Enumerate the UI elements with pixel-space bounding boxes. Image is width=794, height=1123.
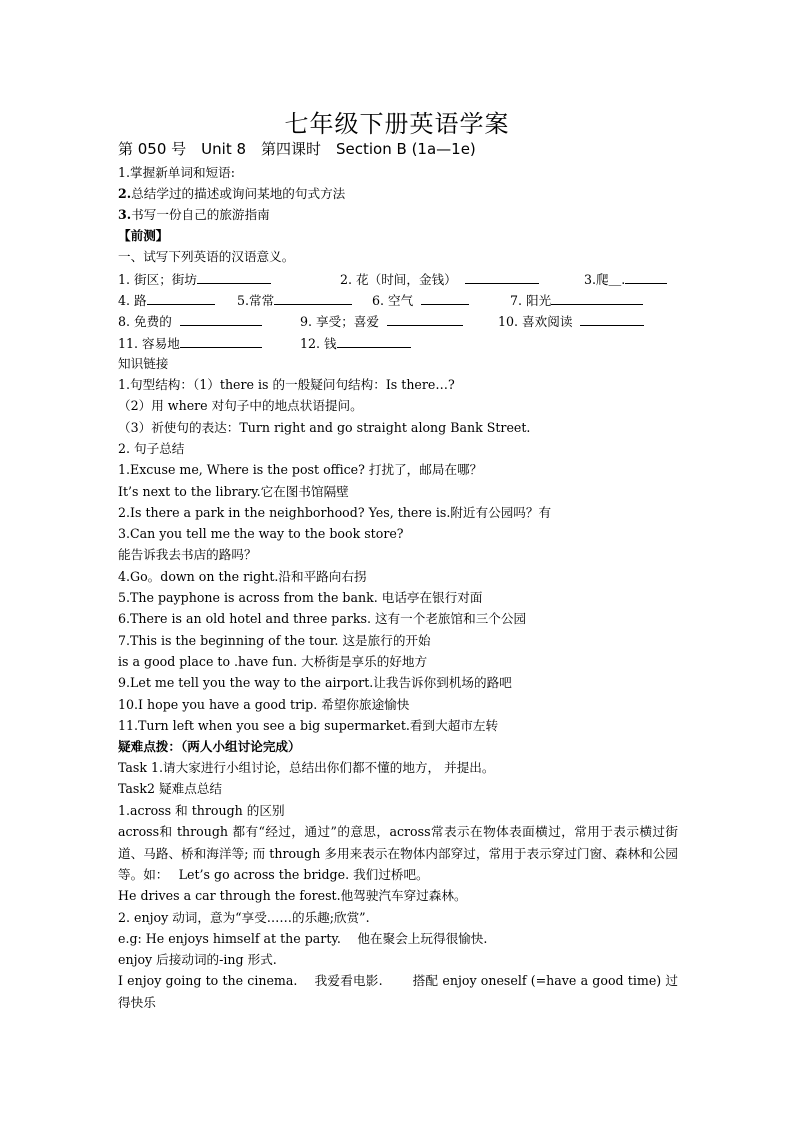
knowledge-line: （2）用 where 对句子中的地点状语提问。: [118, 398, 363, 413]
answer-blank[interactable]: [337, 335, 411, 348]
objective-2-text: 总结学过的描述或询问某地的句式方法: [131, 186, 346, 201]
vocab-label: 9. 享受；喜爱: [300, 314, 379, 329]
point-2-example: e.g: He enjoys himself at the party. 他在聚会上玩得很愉快.: [118, 931, 488, 946]
objective-3-text: 书写一份自己的旅游指南: [131, 207, 270, 222]
lesson-header: 第 050 号 Unit 8 第四课时 Section B (1a—1e): [118, 140, 476, 158]
answer-blank[interactable]: [147, 292, 215, 305]
vocab-label: 5.常常: [237, 293, 275, 308]
sentence-line: 3.Can you tell me the way to the book store?: [118, 526, 404, 541]
vocab-label: 10. 喜欢阅读: [498, 314, 573, 329]
answer-blank[interactable]: [465, 271, 539, 284]
sentence-line: 6.There is an old hotel and three parks. 这有一个老旅馆和三个公园: [118, 611, 527, 626]
answer-blank[interactable]: [421, 292, 469, 305]
sentence-line: 5.The payphone is across from the bank. 电话亭在银行对面: [118, 590, 483, 605]
vocab-label: 2. 花（时间，金钱）: [340, 272, 457, 287]
vocab-label: 6. 空气: [372, 293, 414, 308]
sentence-line: 2.Is there a park in the neighborhood? Yes, there is.附近有公园吗？有: [118, 505, 552, 520]
vocab-label: 1. 街区；街坊: [118, 272, 197, 287]
vocab-item-3: [584, 271, 667, 288]
answer-blank[interactable]: [197, 271, 271, 284]
vocab-item-8: [118, 313, 262, 330]
vocab-label: 7. 阳光: [510, 293, 552, 308]
vocab-label: 4. 路: [118, 293, 147, 308]
answer-blank[interactable]: [274, 292, 352, 305]
task-2: Task2 疑难点总结: [118, 781, 223, 796]
point-2-last: I enjoy going to the cinema. 我爱看电影. 搭配 enjoy oneself (=have a good time) 过得快乐: [118, 973, 678, 1010]
answer-blank[interactable]: [551, 292, 643, 305]
vocab-item-12: [300, 335, 411, 352]
sentence-line: 4.Go。down on the right.沿和平路向右拐: [118, 569, 367, 584]
knowledge-line: 2. 句子总结: [118, 441, 185, 456]
page-title: 七年级下册英语学案: [284, 110, 510, 138]
objective-2: 2.总结学过的描述或询问某地的句式方法: [118, 186, 346, 201]
vocab-item-5: [237, 292, 352, 309]
task-1: Task 1.请大家进行小组讨论，总结出你们都不懂的地方， 并提出。: [118, 760, 495, 775]
sentence-line: 9.Let me tell you the way to the airport.让我告诉你到机场的路吧: [118, 675, 512, 690]
sentence-line: It’s next to the library.它在图书馆隔壁: [118, 484, 349, 499]
sentence-line: 11.Turn left when you see a big supermarket.看到大超市左转: [118, 718, 499, 733]
sentence-line: 10.I hope you have a good trip. 希望你旅途愉快: [118, 697, 410, 712]
knowledge-line: 1.句型结构：（1）there is 的一般疑问句结构：Is there…?: [118, 377, 455, 392]
vocab-label: 11. 容易地: [118, 336, 180, 351]
answer-blank[interactable]: [580, 313, 644, 326]
vocab-item-6: [372, 292, 469, 309]
answer-blank[interactable]: [387, 313, 463, 326]
pretest-heading: 【前测】: [118, 228, 169, 243]
knowledge-heading: 知识链接: [118, 356, 169, 371]
answer-blank[interactable]: [180, 313, 262, 326]
sentence-line: 1.Excuse me, Where is the post office? 打扰了，邮局在哪？: [118, 462, 483, 477]
vocab-label: 8. 免费的: [118, 314, 172, 329]
sentence-line: 7.This is the beginning of the tour. 这是旅行的开始: [118, 633, 431, 648]
knowledge-line: （3）祈使句的表达：Turn right and go straight along Bank Street.: [118, 420, 531, 435]
vocab-item-10: [498, 313, 644, 330]
vocab-item-11: [118, 335, 262, 352]
answer-blank[interactable]: [625, 271, 667, 284]
vocab-item-4: [118, 292, 215, 309]
vocab-item-2: [340, 271, 539, 288]
sentence-line: is a good place to .have fun. 大桥街是享乐的好地方: [118, 654, 428, 669]
point-2-note: enjoy 后接动词的-ing 形式.: [118, 952, 277, 967]
vocab-item-9: [300, 313, 463, 330]
vocab-item-7: [510, 292, 643, 309]
pretest-instruction: 一、试写下列英语的汉语意义。: [118, 249, 295, 264]
point-2-title: 2. enjoy 动词，意为“享受……的乐趣;欣赏”.: [118, 910, 370, 925]
point-1-title: 1.across 和 through 的区别: [118, 803, 285, 818]
vocab-label: 3.爬＿.: [584, 272, 626, 287]
vocab-label: 12. 钱: [300, 336, 337, 351]
sentence-line: 能告诉我去书店的路吗？: [118, 547, 257, 562]
objective-1: 1.掌握新单词和短语:: [118, 165, 236, 180]
point-1-body: across和 through 都有“经过，通过”的意思，across常表示在物体表面横过，常用于表示横过街道、马路、桥和海洋等; 而 through 多用来表示在物体内部穿过，常用于表示穿过门窗、森林和公园等。如： Let’s go across the bridge. 我们过桥吧。: [118, 824, 678, 882]
vocab-item-1: [118, 271, 271, 288]
answer-blank[interactable]: [180, 335, 262, 348]
objective-3: 3.书写一份自己的旅游指南: [118, 207, 270, 222]
difficult-heading: 疑难点拨：（两人小组讨论完成）: [118, 739, 301, 754]
point-1-example: He drives a car through the forest.他驾驶汽车穿过森林。: [118, 888, 467, 903]
